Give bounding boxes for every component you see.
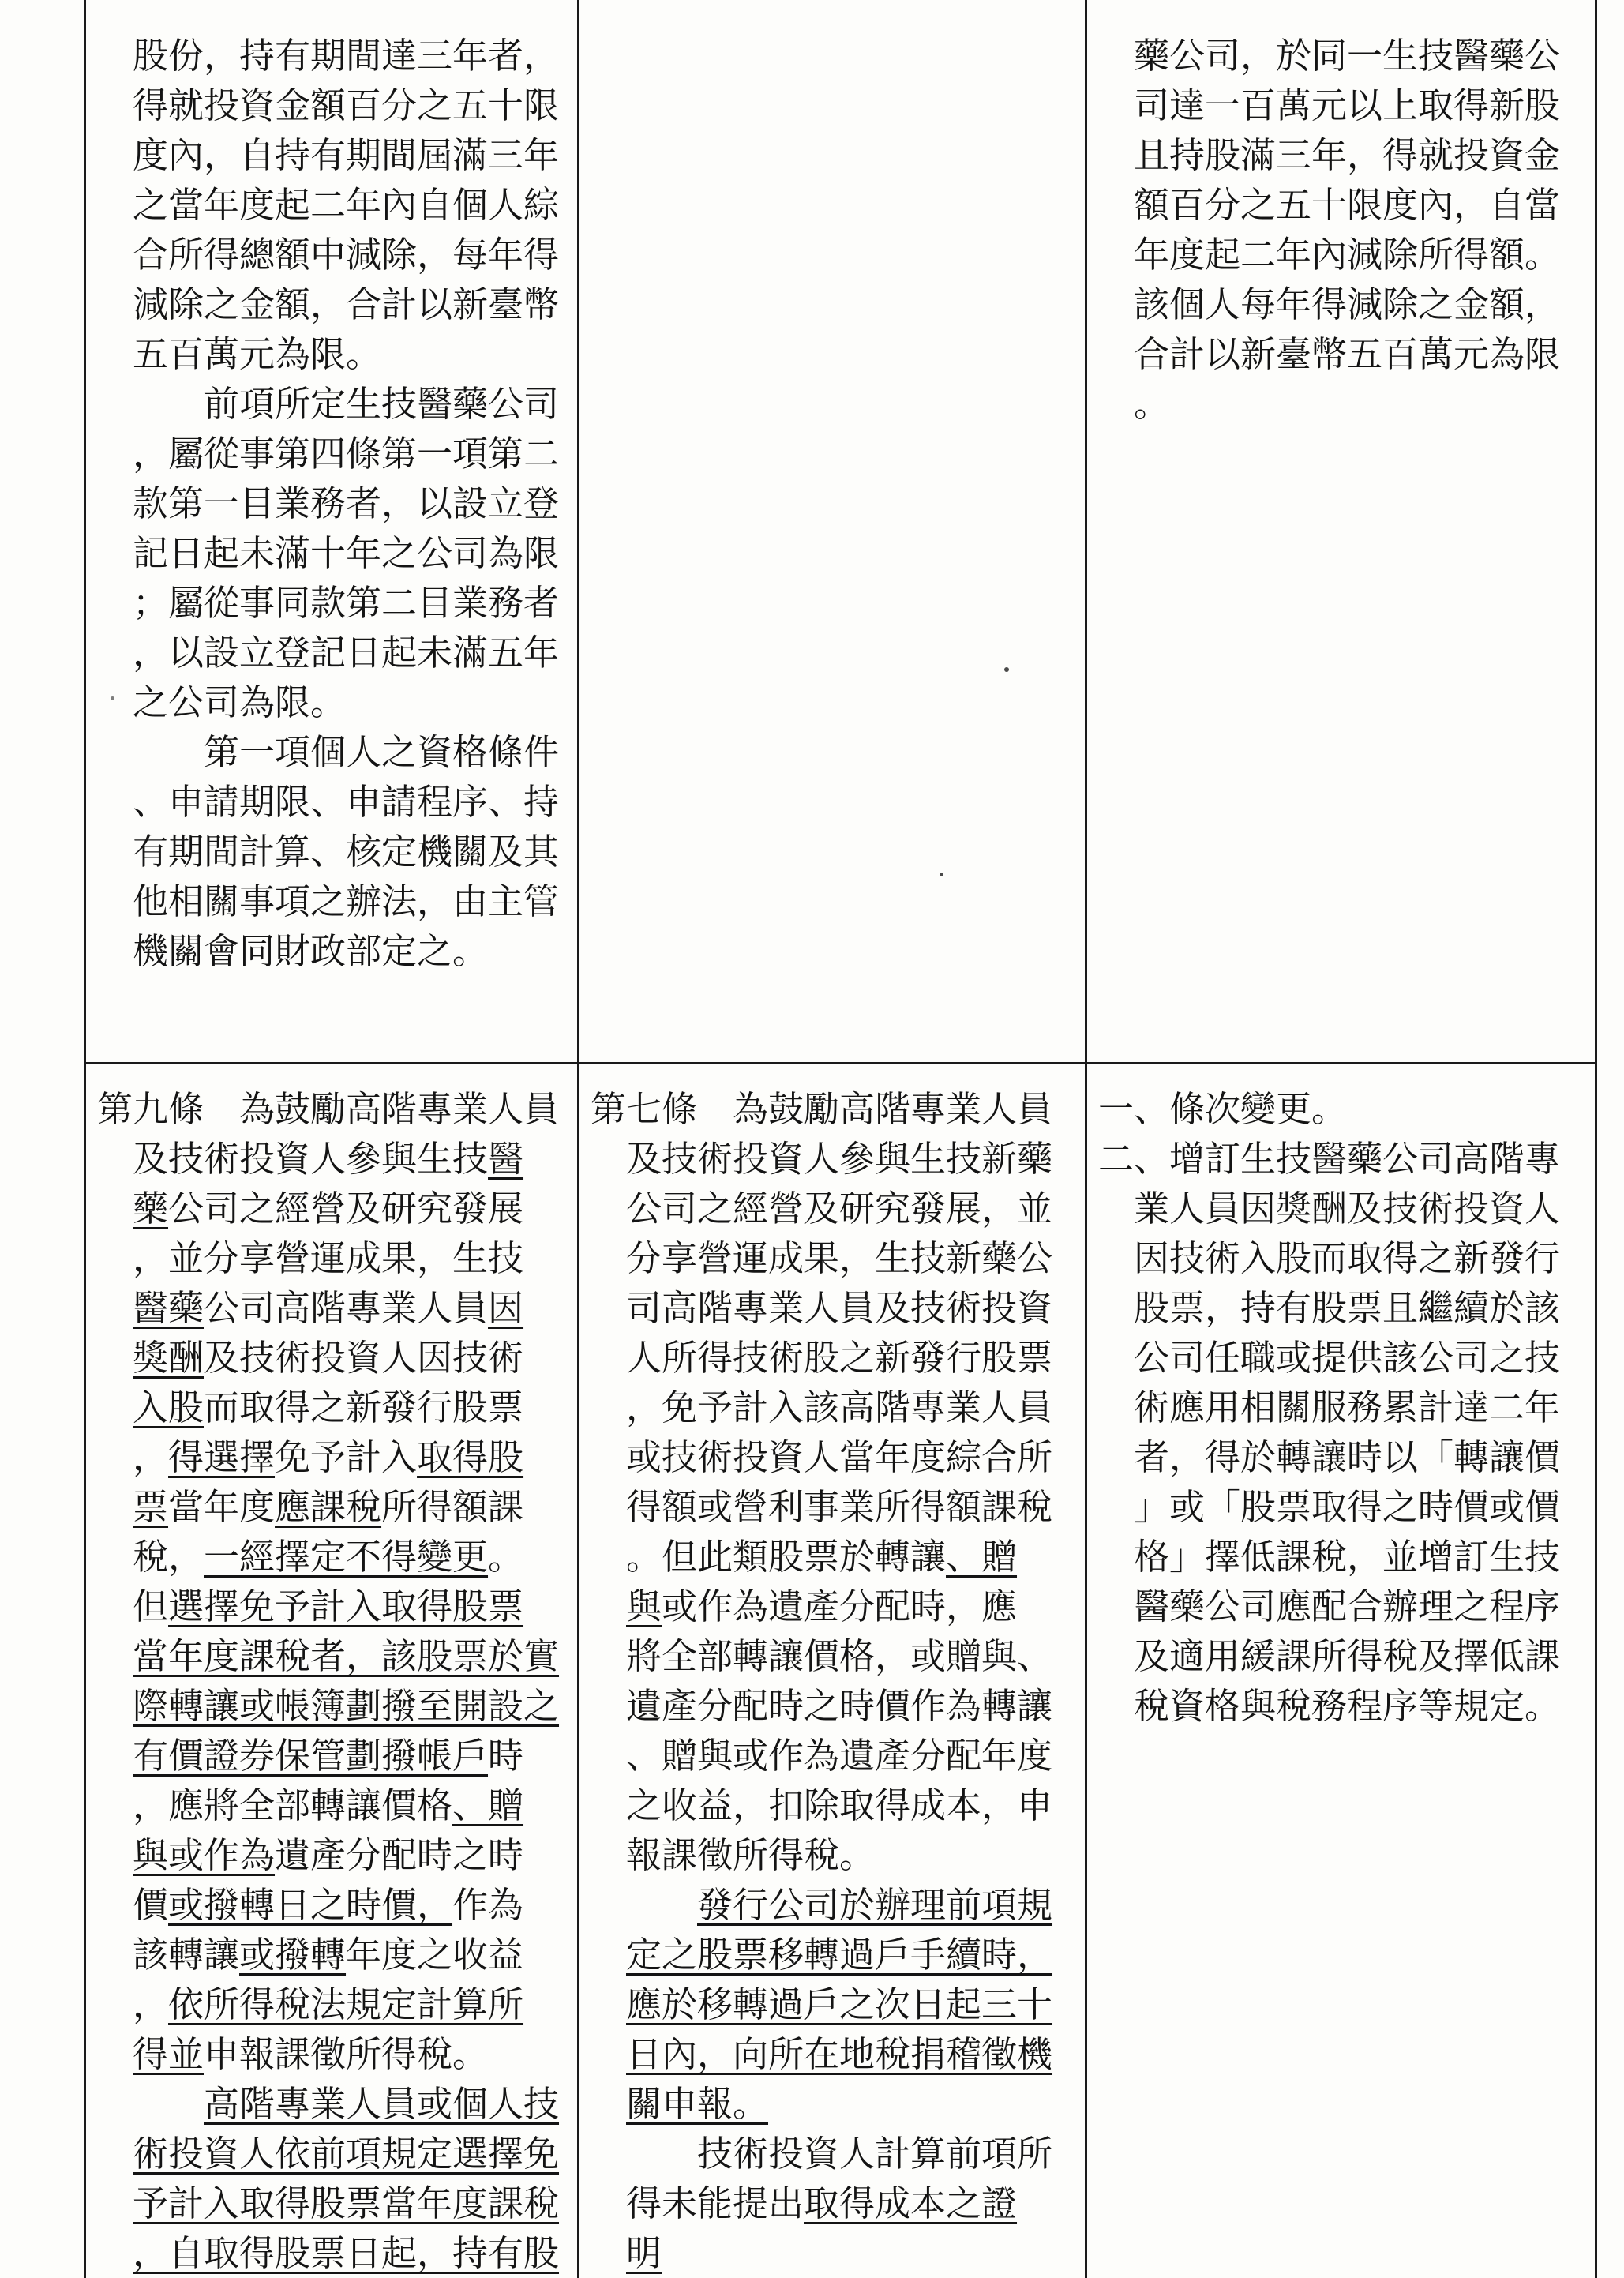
underlined-text: 依所得稅法規定計算所得並	[133, 1985, 524, 2074]
underlined-text: 醫藥	[133, 1139, 524, 1229]
text-segment: 或作為遺產分配時，應將全部轉讓價格，或贈與、遺產分配時之時價作為轉讓、贈與或作為遺產分配年度之收益，扣除取得成本，申報課徵所得稅。	[626, 1587, 1053, 1875]
underlined-text: 取得成本之證明	[626, 2184, 1018, 2273]
paragraph	[591, 1881, 1052, 2130]
underlined-text: 一經擇定不得變更	[204, 1537, 489, 1577]
text-segment: 時，應將全部轉讓價格	[133, 1736, 524, 1826]
explanation-column-cell	[1087, 0, 1592, 1062]
text-segment: 公司之經營及研究發展，並分享營運成果，生技	[133, 1189, 524, 1278]
text-segment: 所得額課稅，	[133, 1488, 524, 1577]
underlined-text: 因獎酬	[133, 1289, 524, 1378]
paragraph	[1098, 1085, 1560, 1135]
paragraph	[1098, 1135, 1560, 1732]
text-segment: 年度之收益，	[133, 1935, 524, 2025]
scan-artifact	[940, 873, 943, 876]
text-segment: 前項所定生技醫藥公司，屬從事第四條第一項第二款第一目業務者，以設立登記日起未滿十年之公司為限；屬從事同款第二目業務者，以設立登記日起未滿五年之公司為限。	[133, 385, 560, 722]
text-segment: 第七條 為鼓勵高階專業人員及技術投資人參與生技新藥公司之經營及研究發展，並分享營運成果，生技新藥公司高階專業人員及技術投資人所得技術股之新發行股票，免予計入該高階專業人員或技術投資人當年度綜合所得額或營利事業所得額課稅。但此類股票於轉讓	[591, 1090, 1053, 1577]
text-segment: 及技術投資人因技術	[204, 1338, 524, 1378]
text-segment: 第一項個人之資格條件、申請期限、申請程序、持有期間計算、核定機關及其他相關事項之辦法，由主管機關會同財政部定之。	[133, 733, 560, 971]
text-segment: 作為該轉讓	[133, 1886, 524, 1975]
underlined-text: 或撥轉日之時價，	[168, 1886, 453, 1925]
underlined-text: 應課稅	[275, 1488, 382, 1527]
text-segment: 第九條 為鼓勵高階專業人員及技術投資人參與生技	[97, 1090, 560, 1179]
text-segment: 而取得之新發行股票，	[133, 1388, 524, 1477]
amended-column-cell	[86, 1064, 579, 2278]
text-segment: 申報課徵所得稅。	[204, 2035, 489, 2074]
table-row	[86, 0, 1595, 1064]
underlined-text: 選擇免予計入取得股票當年度課稅者，該股票於實際轉讓或帳簿劃撥至開設之有價證券保管劃撥帳戶	[133, 1587, 560, 1776]
text-segment: 藥公司，於同一生技醫藥公司達一百萬元以上取得新股且持股滿三年，得就投資金額百分之五十限度內，自當年度起二年內減除所得額。該個人每年得減除之金額，合計以新臺幣五百萬元為限。	[1134, 36, 1561, 424]
underlined-text: 、贈與或作為	[133, 1786, 524, 1875]
underlined-text: 取得股票	[133, 1438, 524, 1527]
text-segment: 股份，持有期間達三年者，得就投資金額百分之五十限度內，自持有期間屆滿三年之當年度起二年內自個人綜合所得總額中減除，每年得減除之金額，合計以新臺幣五百萬元為限。	[133, 36, 560, 374]
explanation-column-cell	[1087, 1064, 1592, 2278]
paragraph	[591, 1085, 1052, 1881]
text-segment: 遺產分配時之時價	[133, 1836, 524, 1925]
amended-column-cell	[86, 0, 579, 1062]
paragraph	[591, 2130, 1052, 2278]
text-segment: 免予計入	[275, 1438, 418, 1477]
paragraph	[97, 728, 559, 977]
underlined-text: 或撥轉	[239, 1935, 347, 1975]
table-row	[86, 1064, 1595, 2278]
underlined-text: 得選擇	[168, 1438, 276, 1477]
underlined-text: 、贈與	[626, 1537, 1018, 1627]
scan-artifact	[111, 696, 114, 700]
paragraph	[97, 2080, 559, 2278]
law-comparison-table	[84, 0, 1597, 2278]
text-segment: 公司高階專業人員	[204, 1289, 489, 1328]
paragraph	[1098, 32, 1560, 430]
current-column-cell	[579, 0, 1087, 1062]
scan-artifact	[1004, 667, 1009, 672]
text-segment: 一、條次變更。	[1098, 1090, 1348, 1129]
paragraph	[97, 380, 559, 728]
paragraph	[97, 1085, 559, 2080]
underlined-text: 發行公司於辦理前項規定之股票移轉過戶手續時，應於移轉過戶之次日起三十日內，向所在地稅捐稽徵機關申報。	[626, 1886, 1053, 2124]
text-segment: 二、增訂生技醫藥公司高階專業人員因獎酬及技術投資人因技術入股而取得之新發行股票，持有股票且繼續於該公司任職或提供該公司之技術應用相關服務累計達二年者，得於轉讓時以「轉讓價」或「股票取得之時價或價格」擇低課稅，並增訂生技醫藥公司應配合辦理之程序及適用緩課所得稅及擇低課稅資格與稅務程序等規定。	[1098, 1139, 1561, 1726]
text-segment: 技術投資人計算前項所得未能提出	[626, 2134, 1053, 2224]
text-segment: 當年度	[168, 1488, 276, 1527]
underlined-text: 高階專業人員或個人技術投資人依前項規定選擇免予計入取得股票當年度課稅，自取得股票日起，持有股	[133, 2085, 560, 2273]
text-segment: 。但	[133, 1537, 524, 1627]
paragraph	[97, 32, 559, 380]
underlined-text: 入股	[133, 1388, 204, 1428]
current-column-cell	[579, 1064, 1087, 2278]
underlined-text: 醫藥	[133, 1289, 204, 1328]
